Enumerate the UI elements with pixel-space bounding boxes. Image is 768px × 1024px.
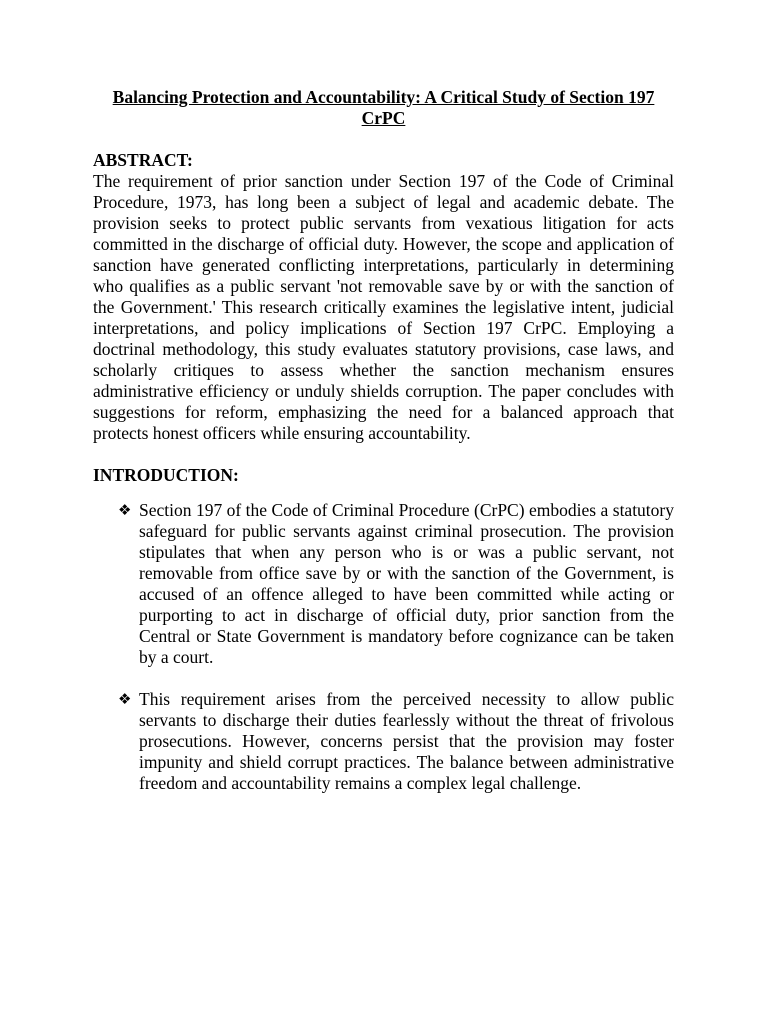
- document-title: Balancing Protection and Accountability: A Critical Study of Section 197 CrPC: [112, 87, 655, 128]
- diamond-bullet-icon: ❖: [118, 690, 132, 708]
- introduction-point-1: Section 197 of the Code of Criminal Procedure (CrPC) embodies a statutory safeguard for public servants against criminal prosecution. The provision stipulates that when any person who is or was a public servant, not removable from office save by or with the sanction of the Government, is accused of an offence alleged to have been committed while acting or purporting to act in discharge of official duty, prior sanction from the Central or State Government is mandatory before cognizance can be taken by a court.: [139, 500, 674, 667]
- introduction-heading: INTRODUCTION:: [93, 465, 239, 485]
- diamond-bullet-icon: ❖: [118, 501, 132, 519]
- list-item: [93, 500, 674, 668]
- list-item: [93, 689, 674, 794]
- introduction-list: [93, 500, 674, 794]
- abstract-heading: ABSTRACT:: [93, 150, 193, 170]
- document-page: [93, 87, 674, 815]
- abstract-text: The requirement of prior sanction under Section 197 of the Code of Criminal Procedure, 1973, has long been a subject of legal and academic debate. The provision seeks to protect public servants from vexatious litigation for acts committed in the discharge of official duty. However, the scope and application of sanction have generated conflicting interpretations, particularly in determining who qualifies as a public servant 'not removable save by or with the sanction of the Government.' This research critically examines the legislative intent, judicial interpretations, and policy implications of Section 197 CrPC. Employing a doctrinal methodology, this study evaluates statutory provisions, case laws, and scholarly critiques to assess whether the sanction mechanism ensures administrative efficiency or unduly shields corruption. The paper concludes with suggestions for reform, emphasizing the need for a balanced approach that protects honest officers while ensuring accountability.: [93, 171, 674, 443]
- introduction-point-2: This requirement arises from the perceived necessity to allow public servants to discharge their duties fearlessly without the threat of frivolous prosecutions. However, concerns persist that the provision may foster impunity and shield corrupt practices. The balance between administrative freedom and accountability remains a complex legal challenge.: [139, 689, 674, 793]
